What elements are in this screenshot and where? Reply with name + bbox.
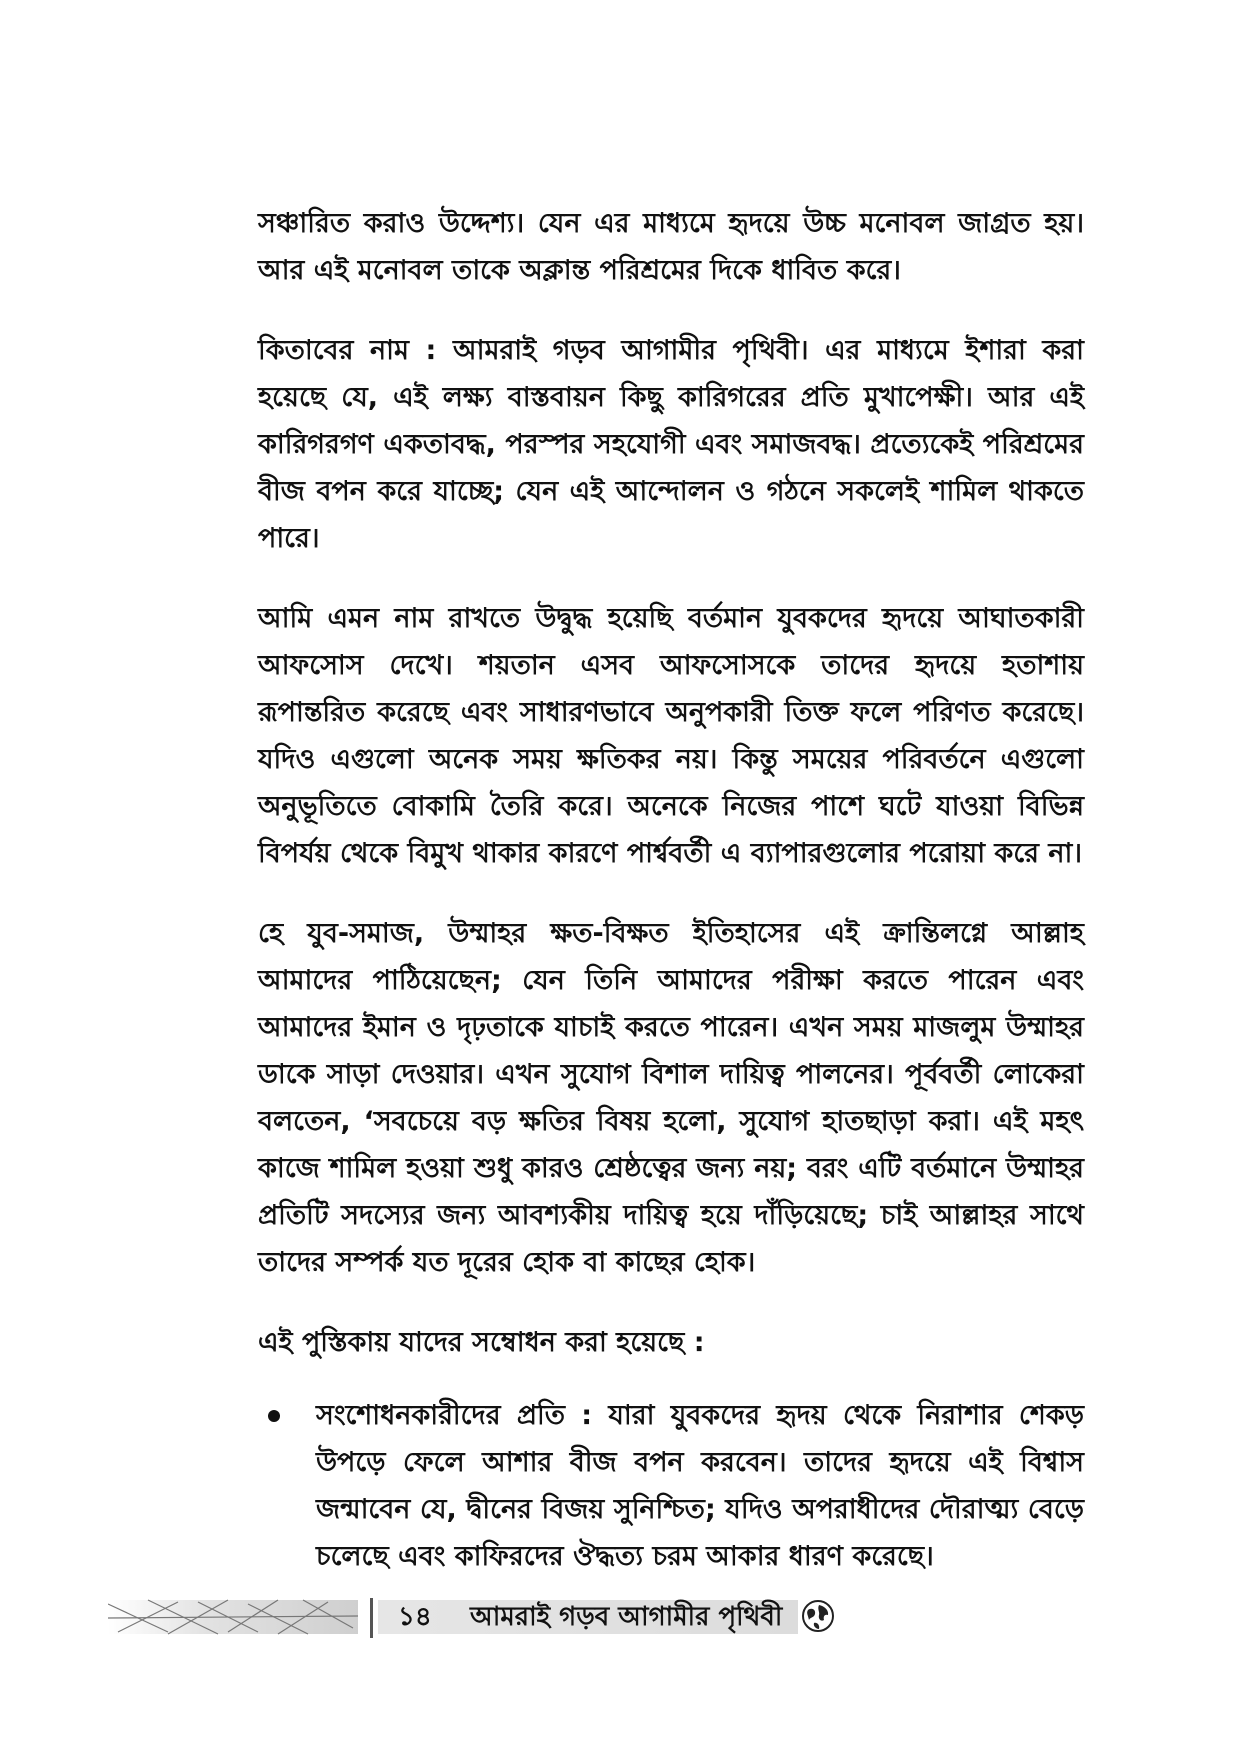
paragraph: আমি এমন নাম রাখতে উদ্বুদ্ধ হয়েছি বর্তমান যুবকদের হৃদয়ে আঘাতকারী আফসোস দেখে। শয়তান এসব আফসোসকে তাদের হৃদয়ে হতাশায় রূপান্তরিত করেছে এবং সাধারণভাবে অনুপকারী তিক্ত ফলে পরিণত করেছে। যদিও এগুলো অনেক সময় ক্ষতিকর নয়। কিন্তু সময়ের পরিবর্তনে এগুলো অনুভূতিতে বোকামি তৈরি করে। অনেকে নিজের পাশে ঘটে যাওয়া বিভিন্ন বিপর্যয় থেকে বিমুখ থাকার কারণে পার্শ্ববর্তী এ ব্যাপারগুলোর পরোয়া করে না। xyxy=(258,603,1084,869)
paragraph: হে যুব-সমাজ, উম্মাহর ক্ষত-বিক্ষত ইতিহাসের এই ক্রান্তিলগ্নে আল্লাহ আমাদের পাঠিয়েছেন; যেন তিনি আমাদের পরীক্ষা করতে পারেন এবং আমাদের ইমান ও দৃঢ়তাকে যাচাই করতে পারেন। এখন সময় মাজলুম উম্মাহর ডাকে সাড়া দেওয়ার। এখন সুযোগ বিশাল দায়িত্ব পালনের। পূর্ববর্তী লোকেরা বলতেন, ‘সবচেয়ে বড় ক্ষতির বিষয় হলো, সুযোগ হাতছাড়া করা। এই মহৎ কাজে শামিল হওয়া শুধু কারও শ্রেষ্ঠত্বের জন্য নয়; বরং এটি বর্তমানে উম্মাহর প্রতিটি সদস্যের জন্য আবশ্যকীয় দায়িত্ব হয়ে দাঁড়িয়েছে; চাই আল্লাহর সাথে তাদের সম্পর্ক যত দূরের হোক বা কাছের হোক। xyxy=(258,918,1084,1278)
section-heading: এই পুস্তিকায় যাদের সম্বোধন করা হয়েছে : xyxy=(258,1327,705,1358)
page-body xyxy=(258,200,1084,1580)
footer-divider xyxy=(370,1598,373,1638)
list-item xyxy=(258,1392,1084,1580)
running-title: আমরাই গড়ব আগামীর পৃথিবী xyxy=(470,1602,783,1632)
globe-icon xyxy=(800,1598,836,1634)
page-number: ১৪ xyxy=(398,1602,432,1632)
page-footer xyxy=(108,1598,783,1638)
list-item-text: সংশোধনকারীদের প্রতি : যারা যুবকদের হৃদয় থেকে নিরাশার শেকড় উপড়ে ফেলে আশার বীজ বপন করবেন। তাদের হৃদয়ে এই বিশ্বাস জন্মাবেন যে, দ্বীনের বিজয় সুনিশ্চিত; যদিও অপরাধীদের দৌরাত্ম্য বেড়ে চলেছে এবং কাফিরদের ঔদ্ধত্য চরম আকার ধারণ করেছে। xyxy=(316,1400,1084,1572)
bullet-list xyxy=(258,1392,1084,1580)
paragraph: সঞ্চারিত করাও উদ্দেশ্য। যেন এর মাধ্যমে হৃদয়ে উচ্চ মনোবল জাগ্রত হয়। আর এই মনোবল তাকে অক্লান্ত পরিশ্রমের দিকে ধাবিত করে। xyxy=(258,208,1084,286)
paragraph: কিতাবের নাম : আমরাই গড়ব আগামীর পৃথিবী। এর মাধ্যমে ইশারা করা হয়েছে যে, এই লক্ষ্য বাস্তবায়ন কিছু কারিগরের প্রতি মুখাপেক্ষী। আর এই কারিগরগণ একতাবদ্ধ, পরস্পর সহযোগী এবং সমাজবদ্ধ। প্রত্যেকেই পরিশ্রমের বীজ বপন করে যাচ্ছে; যেন এই আন্দোলন ও গঠনে সকলেই শামিল থাকতে পারে। xyxy=(258,335,1084,554)
decorative-line-pattern-icon xyxy=(108,1598,358,1638)
bullet-icon xyxy=(268,1410,280,1422)
